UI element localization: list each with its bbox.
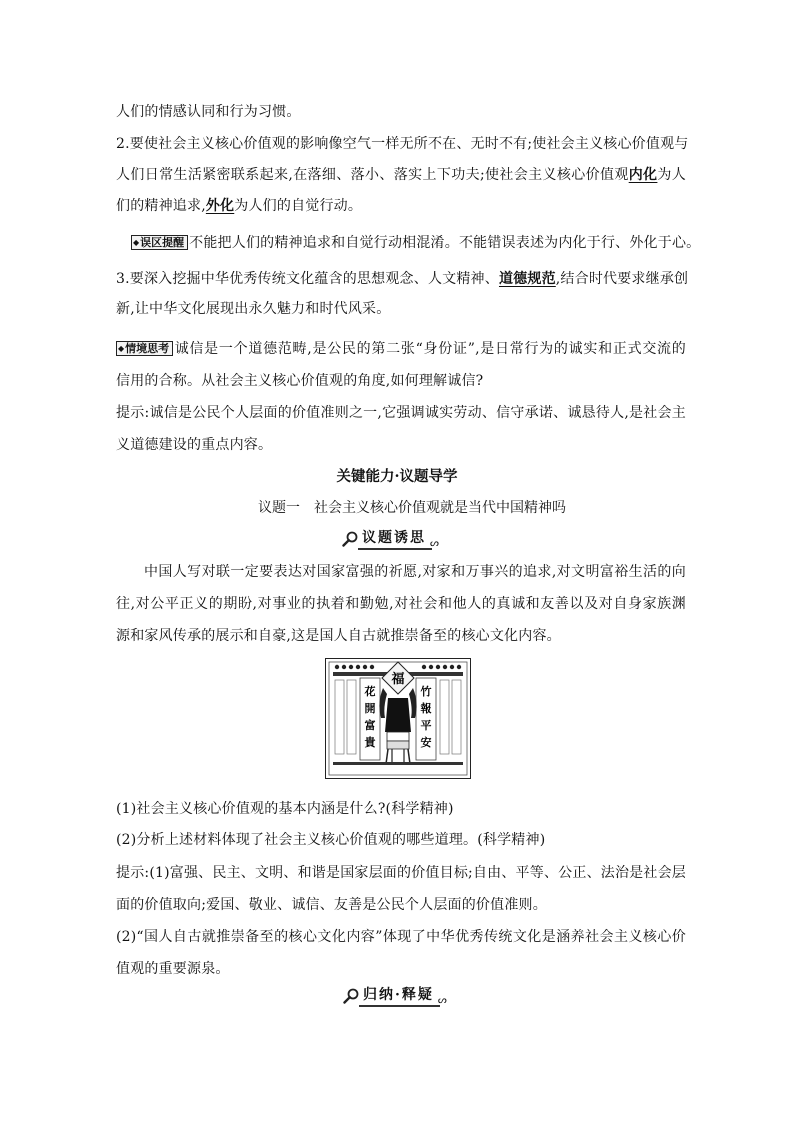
answer-line: 面的价值取向;爱国、敬业、诚信、友善是公民个人层面的价值准则。 <box>116 897 547 913</box>
paragraph-line: 新,让中华文化展现出永久魅力和时代风采。 <box>116 301 391 317</box>
diamond-icon: ◆ <box>118 343 125 353</box>
question-1: (1)社会主义核心价值观的基本内涵是什么?(科学精神) <box>116 801 454 817</box>
right-couplet-char: 竹 <box>420 685 432 698</box>
section-title: 关键能力·议题导学 <box>336 468 458 485</box>
paragraph-line: 人们日常生活紧密联系起来,在落细、落小、落实上下功夫;使社会主义核心价值观内化为人 <box>116 167 686 183</box>
left-couplet-char: 富 <box>364 719 376 732</box>
paragraph-line: 往,对公平正义的期盼,对事业的执着和勤勉,对社会和他人的真诚和友善以及对自身家族渊 <box>116 596 686 612</box>
keyword-externalize: 外化 <box>205 198 235 214</box>
paragraph-line: 信用的合称。从社会主义核心价值观的角度,如何理解诚信? <box>116 373 484 389</box>
topic-inspire-banner: 议题诱思 ᔕ <box>342 528 439 550</box>
right-couplet-char: 平 <box>420 719 432 732</box>
paragraph-line: 3.要深入挖掘中华优秀传统文化蕴含的思想观念、人文精神、道德规范,结合时代要求继承创 <box>116 271 689 287</box>
scenario-tag: ◆情境思考 <box>116 341 173 356</box>
fu-character: 福 <box>391 672 405 687</box>
right-couplet-char: 安 <box>420 736 432 749</box>
right-couplet-char: 報 <box>420 702 432 715</box>
misconception-note: ◆误区提醒 不能把人们的精神追求和自觉行动相混淆。不能错误表述为内化于行、外化于心。 <box>133 235 701 251</box>
paragraph-line: 提示:诚信是公民个人层面的价值准则之一,它强调诚实劳动、信守承诺、诚恳待人,是社会主 <box>116 405 686 421</box>
answer-line: 值观的重要源泉。 <box>116 961 230 977</box>
question-2: (2)分析上述材料体现了社会主义核心价值观的哪些道理。(科学精神) <box>116 832 546 848</box>
paragraph-line: 中国人写对联一定要表达对国家富强的祈愿,对家和万事兴的追求,对文明富裕生活的向 <box>144 564 686 580</box>
keyword-internalize: 内化 <box>628 167 658 183</box>
magnifier-icon <box>342 531 358 547</box>
left-couplet-char: 花 <box>364 685 376 698</box>
paragraph-line: 源和家风传承的展示和自豪,这是国人自古就推崇备至的核心文化内容。 <box>116 628 561 644</box>
spring-couplet-illustration <box>325 658 471 779</box>
paragraph-line: 人们的情感认同和行为习惯。 <box>116 104 301 120</box>
left-couplet-char: 開 <box>364 702 376 715</box>
paragraph-line: 2.要使社会主义核心价值观的影响像空气一样无所不在、无时不有;使社会主义核心价值观与 <box>116 136 689 152</box>
summary-banner: 归纳·释疑 ᔕ <box>343 985 447 1007</box>
misconception-tag: ◆误区提醒 <box>131 235 188 250</box>
magnifier-icon <box>343 988 359 1004</box>
keyword-moral-norms: 道德规范 <box>498 271 556 287</box>
curl-icon: ᔕ <box>430 537 439 549</box>
curl-icon: ᔕ <box>437 994 447 1006</box>
diamond-icon: ◆ <box>133 237 140 247</box>
topic-title: 议题一 社会主义核心价值观就是当代中国精神吗 <box>258 500 566 516</box>
scenario-think: ◆情境思考 诚信是一个道德范畴,是公民的第二张“身份证”,是日常行为的诚实和正式交流的 <box>118 341 686 357</box>
paragraph-line: 义道德建设的重点内容。 <box>116 437 273 453</box>
answer-line: 提示:(1)富强、民主、文明、和谐是国家层面的价值目标;自由、平等、公正、法治是社会层 <box>116 865 686 881</box>
left-couplet-char: 貴 <box>364 736 376 749</box>
paragraph-line: 们的精神追求,外化为人们的自觉行动。 <box>116 198 363 214</box>
answer-line: (2)“国人自古就推崇备至的核心文化内容”体现了中华优秀传统文化是涵养社会主义核心价 <box>116 929 686 945</box>
